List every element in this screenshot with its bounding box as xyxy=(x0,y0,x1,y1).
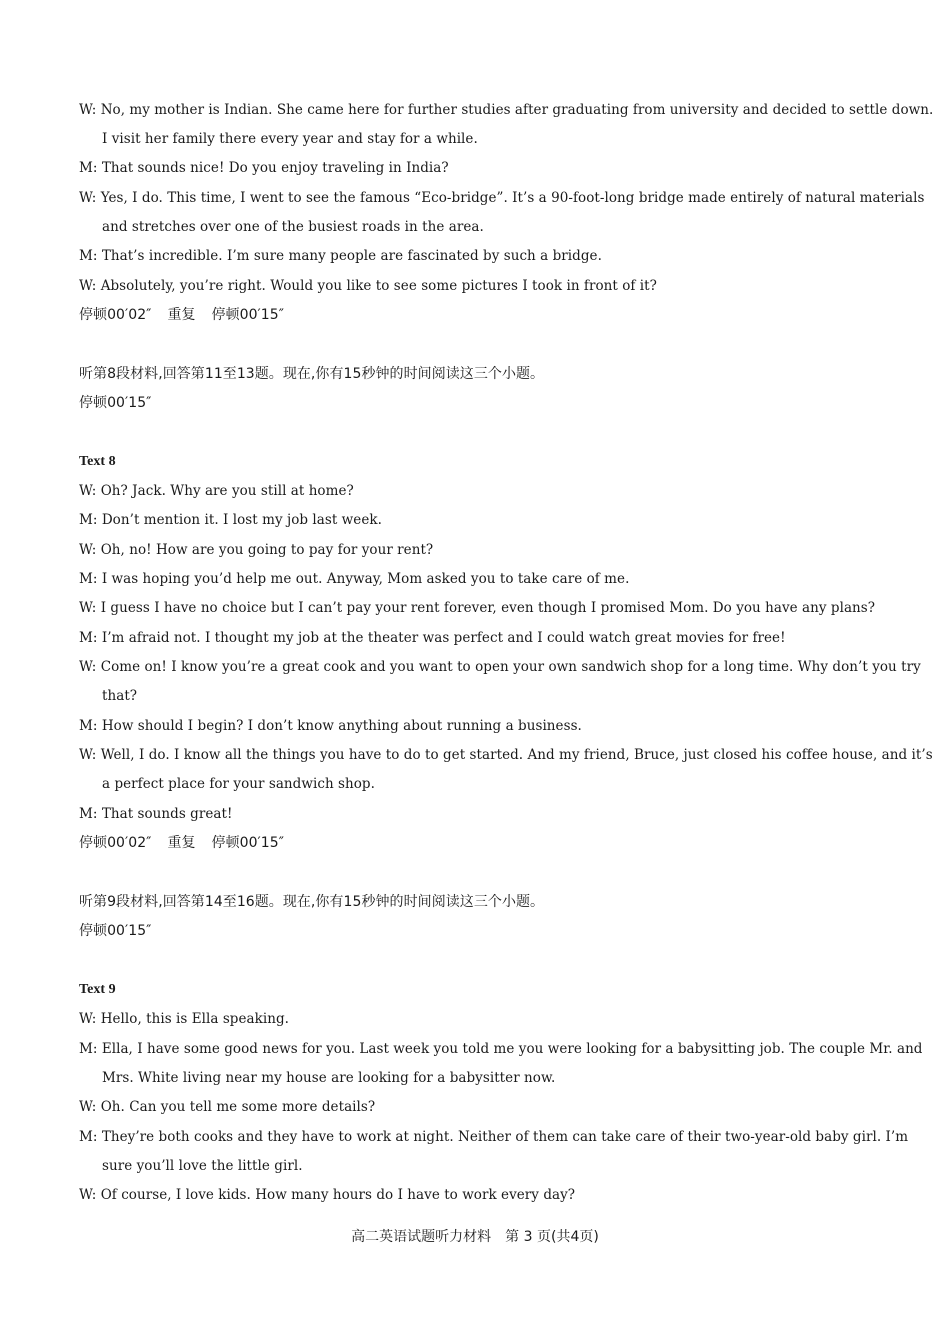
dialogue-line: W: Oh? Jack. Why are you still at home? xyxy=(79,483,354,499)
dialogue-line: M: How should I begin? I don’t know anything about running a business. xyxy=(79,718,582,734)
dialogue-line: W: I guess I have no choice but I can’t pay your rent forever, even though I promised Mom. Do you have any plans? xyxy=(79,600,876,616)
dialogue-line-continuation: I visit her family there every year and stay for a while. xyxy=(102,131,478,147)
dialogue-line: M: They’re both cooks and they have to work at night. Neither of them can take care of their two-year-old baby girl. I’m xyxy=(79,1129,909,1145)
dialogue-line: W: Oh. Can you tell me some more details? xyxy=(79,1099,376,1115)
pause-instruction xyxy=(79,833,874,853)
pause-label: 停顿00′02″ xyxy=(79,835,152,851)
dialogue-line-continuation: sure you’ll love the little girl. xyxy=(102,1158,303,1174)
dialogue-line-continuation: Mrs. White living near my house are looking for a babysitter now. xyxy=(102,1070,556,1086)
dialogue-line: W: Hello, this is Ella speaking. xyxy=(79,1011,290,1027)
dialogue-line: W: Yes, I do. This time, I went to see the famous “Eco-bridge”. It’s a 90-foot-long bridge made entirely of natural materials xyxy=(79,190,925,206)
dialogue-line: M: That’s incredible. I’m sure many people are fascinated by such a bridge. xyxy=(79,248,602,264)
dialogue-line: M: That sounds nice! Do you enjoy traveling in India? xyxy=(79,160,449,176)
section-heading-text-8: Text 8 xyxy=(79,454,116,469)
pause-label: 停顿00′15″ xyxy=(211,307,284,323)
dialogue-line: W: No, my mother is Indian. She came here for further studies after graduating from university and decided to settle down. xyxy=(79,102,934,118)
pause-label: 停顿00′02″ xyxy=(79,307,152,323)
pause-label: 停顿00′15″ xyxy=(211,835,284,851)
page-footer xyxy=(0,1226,950,1246)
pause-instruction: 停顿00′15″ xyxy=(79,923,152,939)
dialogue-line-continuation: a perfect place for your sandwich shop. xyxy=(102,776,375,792)
footer-page-number: 第 3 页(共4页) xyxy=(505,1229,599,1245)
dialogue-line: W: Of course, I love kids. How many hours do I have to work every day? xyxy=(79,1187,576,1203)
dialogue-line-continuation: that? xyxy=(102,688,138,704)
dialogue-line: W: Well, I do. I know all the things you have to do to get started. And my friend, Bruce, just closed his coffee house, and it’s xyxy=(79,747,933,763)
footer-title: 高二英语试题听力材料 xyxy=(351,1229,492,1245)
repeat-label: 重复 xyxy=(167,307,196,323)
section-instruction: 听第9段材料,回答第14至16题。现在,你有15秒钟的时间阅读这三个小题。 xyxy=(79,894,545,910)
dialogue-line: M: Don’t mention it. I lost my job last week. xyxy=(79,512,382,528)
section-heading-text-9: Text 9 xyxy=(79,982,116,997)
dialogue-line: M: Ella, I have some good news for you. Last week you told me you were looking for a babysitting job. The couple Mr. and xyxy=(79,1041,923,1057)
dialogue-line: M: I’m afraid not. I thought my job at the theater was perfect and I could watch great movies for free! xyxy=(79,630,786,646)
dialogue-line-continuation: and stretches over one of the busiest roads in the area. xyxy=(102,219,484,235)
repeat-label: 重复 xyxy=(167,835,196,851)
pause-instruction xyxy=(79,305,874,325)
section-instruction: 听第8段材料,回答第11至13题。现在,你有15秒钟的时间阅读这三个小题。 xyxy=(79,366,545,382)
dialogue-line: W: Absolutely, you’re right. Would you like to see some pictures I took in front of it? xyxy=(79,278,657,294)
dialogue-line: M: That sounds great! xyxy=(79,806,233,822)
dialogue-line: M: I was hoping you’d help me out. Anyway, Mom asked you to take care of me. xyxy=(79,571,630,587)
dialogue-line: W: Come on! I know you’re a great cook and you want to open your own sandwich shop for a long time. Why don’t you try xyxy=(79,659,921,675)
dialogue-line: W: Oh, no! How are you going to pay for your rent? xyxy=(79,542,434,558)
pause-instruction: 停顿00′15″ xyxy=(79,395,152,411)
